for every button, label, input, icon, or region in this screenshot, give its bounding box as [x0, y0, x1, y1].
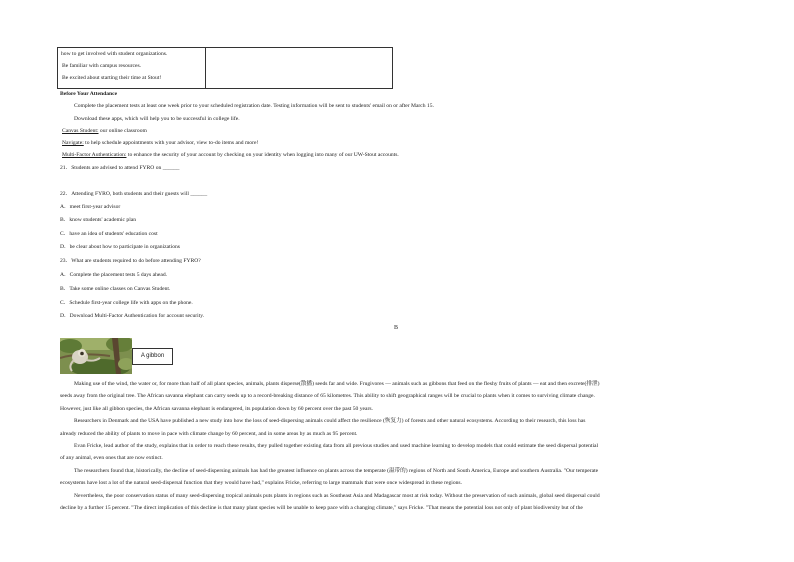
info-table-right-cell: [206, 48, 393, 89]
gibbon-image: [60, 338, 132, 374]
gibbon-photo: [60, 338, 132, 374]
app-name: Canvas Student:: [62, 128, 99, 134]
option: D．Download Multi-Factor Authentication for account security.: [60, 313, 205, 319]
question-21-stem: 21．Students are advised to attend FYRO on ______: [60, 165, 180, 171]
passage-line: However, just like all gibbon species, the African savanna elephant is endangered, its population down by 60 percent over the past 50 years.: [60, 405, 373, 412]
table-row: Be familiar with campus resources.: [62, 63, 142, 69]
option: B．know students' academic plan: [60, 217, 137, 223]
image-caption: A gibbon: [132, 348, 173, 365]
intro-line: Download these apps, which will help you to be successful in college life.: [74, 116, 240, 122]
app-item-canvas: [60, 128, 742, 135]
table-row: how to get involved with student organizations.: [61, 51, 168, 57]
option: B．Take some online classes on Canvas Student.: [60, 286, 171, 292]
info-table: [57, 47, 393, 89]
app-desc: our online classroom: [99, 128, 147, 134]
passage-line: already reduced the ability of plants to move in pace with climate change by 60 percent, and in some areas by as much as 95 percent.: [60, 430, 358, 437]
app-name: Navigate:: [62, 140, 84, 146]
question-23-stem: 23．What are students required to do before attending FYRO?: [60, 258, 201, 264]
table-row: Be excited about starting their time at Stout!: [62, 75, 162, 81]
info-table-left-cell: [58, 48, 206, 89]
app-item-mfa: [60, 152, 742, 159]
question-22-stem: 22．Attending FYRO, both students and their guests will ______: [60, 191, 208, 197]
passage-line: seeds away from the original tree. The African savanna elephant can carry seeds up to a record-breaking distance of 65 kilometres. This ability to shift geographical ranges will be crucial to plants when it comes to surviving climate change.: [60, 393, 595, 400]
passage: [60, 378, 740, 514]
passage-line: ecosystems have lost a lot of the natural seed-dispersal function that they would have had," explains Fricke, referring to large mammals that were once widespread in these regions.: [60, 480, 463, 487]
section-heading: Before Your Attendance: [60, 91, 118, 97]
option: C．Schedule first-year college life with apps on the phone.: [60, 300, 193, 306]
app-name: Multi-Factor Authentication:: [62, 152, 127, 158]
section-letter: B: [394, 325, 399, 331]
option: A．meet first-year advisor: [60, 204, 121, 210]
intro-line: Complete the placement tests at least one week prior to your scheduled registration date. Testing information will be sent to students' email on or after March 15.: [74, 103, 434, 109]
passage-line: Making use of the wind, the water or, for more than half of all plant species, animals, plants disperse(散播) seeds far and wide. Frugivores — animals such as gibbons that feed on the fleshy fruits of plants — eat and then excrete(排泄): [74, 381, 600, 387]
passage-line: Researchers in Denmark and the USA have published a new study into how the loss of seed-dispersing animals could affect the resilience (恢复力) of forests and other natural ecosystems. According to their research, this loss has: [74, 418, 586, 425]
app-item-navigate: [60, 140, 742, 147]
option: D．be clear about how to participate in organizations: [60, 244, 180, 250]
app-desc: to enhance the security of your account by checking on your identity when logging into many of our UW-Stout accounts.: [127, 152, 399, 158]
passage-line: decline by a further 15 percent. "The direct implication of this decline is that many plant species will be unable to keep pace with a changing climate," says Fricke. "That means the potential loss not only of plant biodiversity but of the: [60, 505, 583, 512]
passage-line: of any animal, even ones that are now extinct.: [60, 455, 163, 462]
passage-line: The researchers found that, historically, the decline of seed-dispersing animals has had the greatest influence on plants across the temperate (温带的) regions of North and South America, Europe and southern Australia. "Our temperate: [74, 467, 599, 474]
option: A．Complete the placement tests 5 days ahead.: [60, 272, 168, 278]
passage-line: Evan Fricke, lead author of the study, explains that in order to reach these results, they pulled together existing data from all previous studies and used machine learning to develop models that could estimate the seed dispersal potential: [74, 443, 599, 450]
passage-line: Nevertheless, the poor conservation status of many seed-dispersing tropical animals puts plants in regions such as Southeast Asia and Madagascar most at risk today. Without the preservation of such animals, global seed dispersal could: [74, 492, 600, 499]
option: C．have an idea of students' education cost: [60, 231, 158, 237]
app-desc: to help schedule appointments with your advisor, view to-do items and more!: [85, 140, 259, 146]
